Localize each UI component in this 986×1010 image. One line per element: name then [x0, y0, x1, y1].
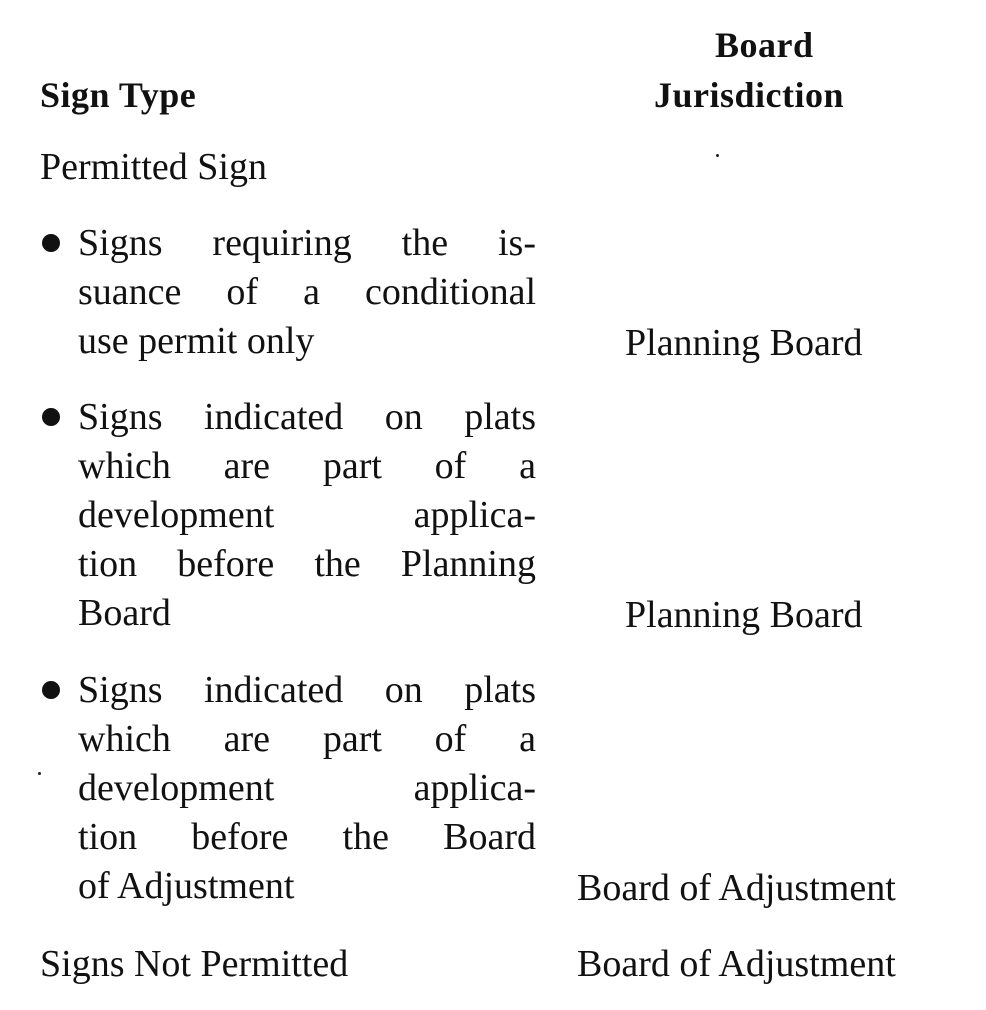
item3-line3: development applica- — [78, 767, 536, 809]
item2-line2: which are part of a — [78, 445, 536, 487]
item3-line5: of Adjustment — [78, 865, 295, 907]
print-speck — [38, 772, 41, 775]
item1-line2: suance of a conditional — [78, 271, 536, 313]
item3-line1: Signs indicated on plats — [78, 669, 536, 711]
bullet-icon — [42, 408, 60, 426]
item2-line4: tion before the Planning — [78, 543, 536, 585]
item3-board: Board of Adjustment — [577, 867, 896, 909]
item2-line5: Board — [78, 592, 171, 634]
permitted-sign-label: Permitted Sign — [40, 146, 267, 188]
bullet-icon — [42, 234, 60, 252]
item1-line3: use permit only — [78, 320, 315, 362]
print-speck — [716, 154, 719, 157]
item2-board: Planning Board — [625, 594, 863, 636]
item2-line1: Signs indicated on plats — [78, 396, 536, 438]
sign-type-header: Sign Type — [40, 75, 197, 115]
board-header-line2: Jurisdiction — [654, 75, 845, 115]
item2-line3: development applica- — [78, 494, 536, 536]
bullet-icon — [42, 681, 60, 699]
board-header-line1: Board — [715, 25, 814, 65]
item3-line4: tion before the Board — [78, 816, 536, 858]
signs-not-permitted-label: Signs Not Permitted — [40, 943, 349, 985]
item1-line1: Signs requiring the is- — [78, 222, 536, 264]
item3-line2: which are part of a — [78, 718, 536, 760]
item1-board: Planning Board — [625, 322, 863, 364]
signs-not-permitted-board: Board of Adjustment — [577, 943, 896, 985]
